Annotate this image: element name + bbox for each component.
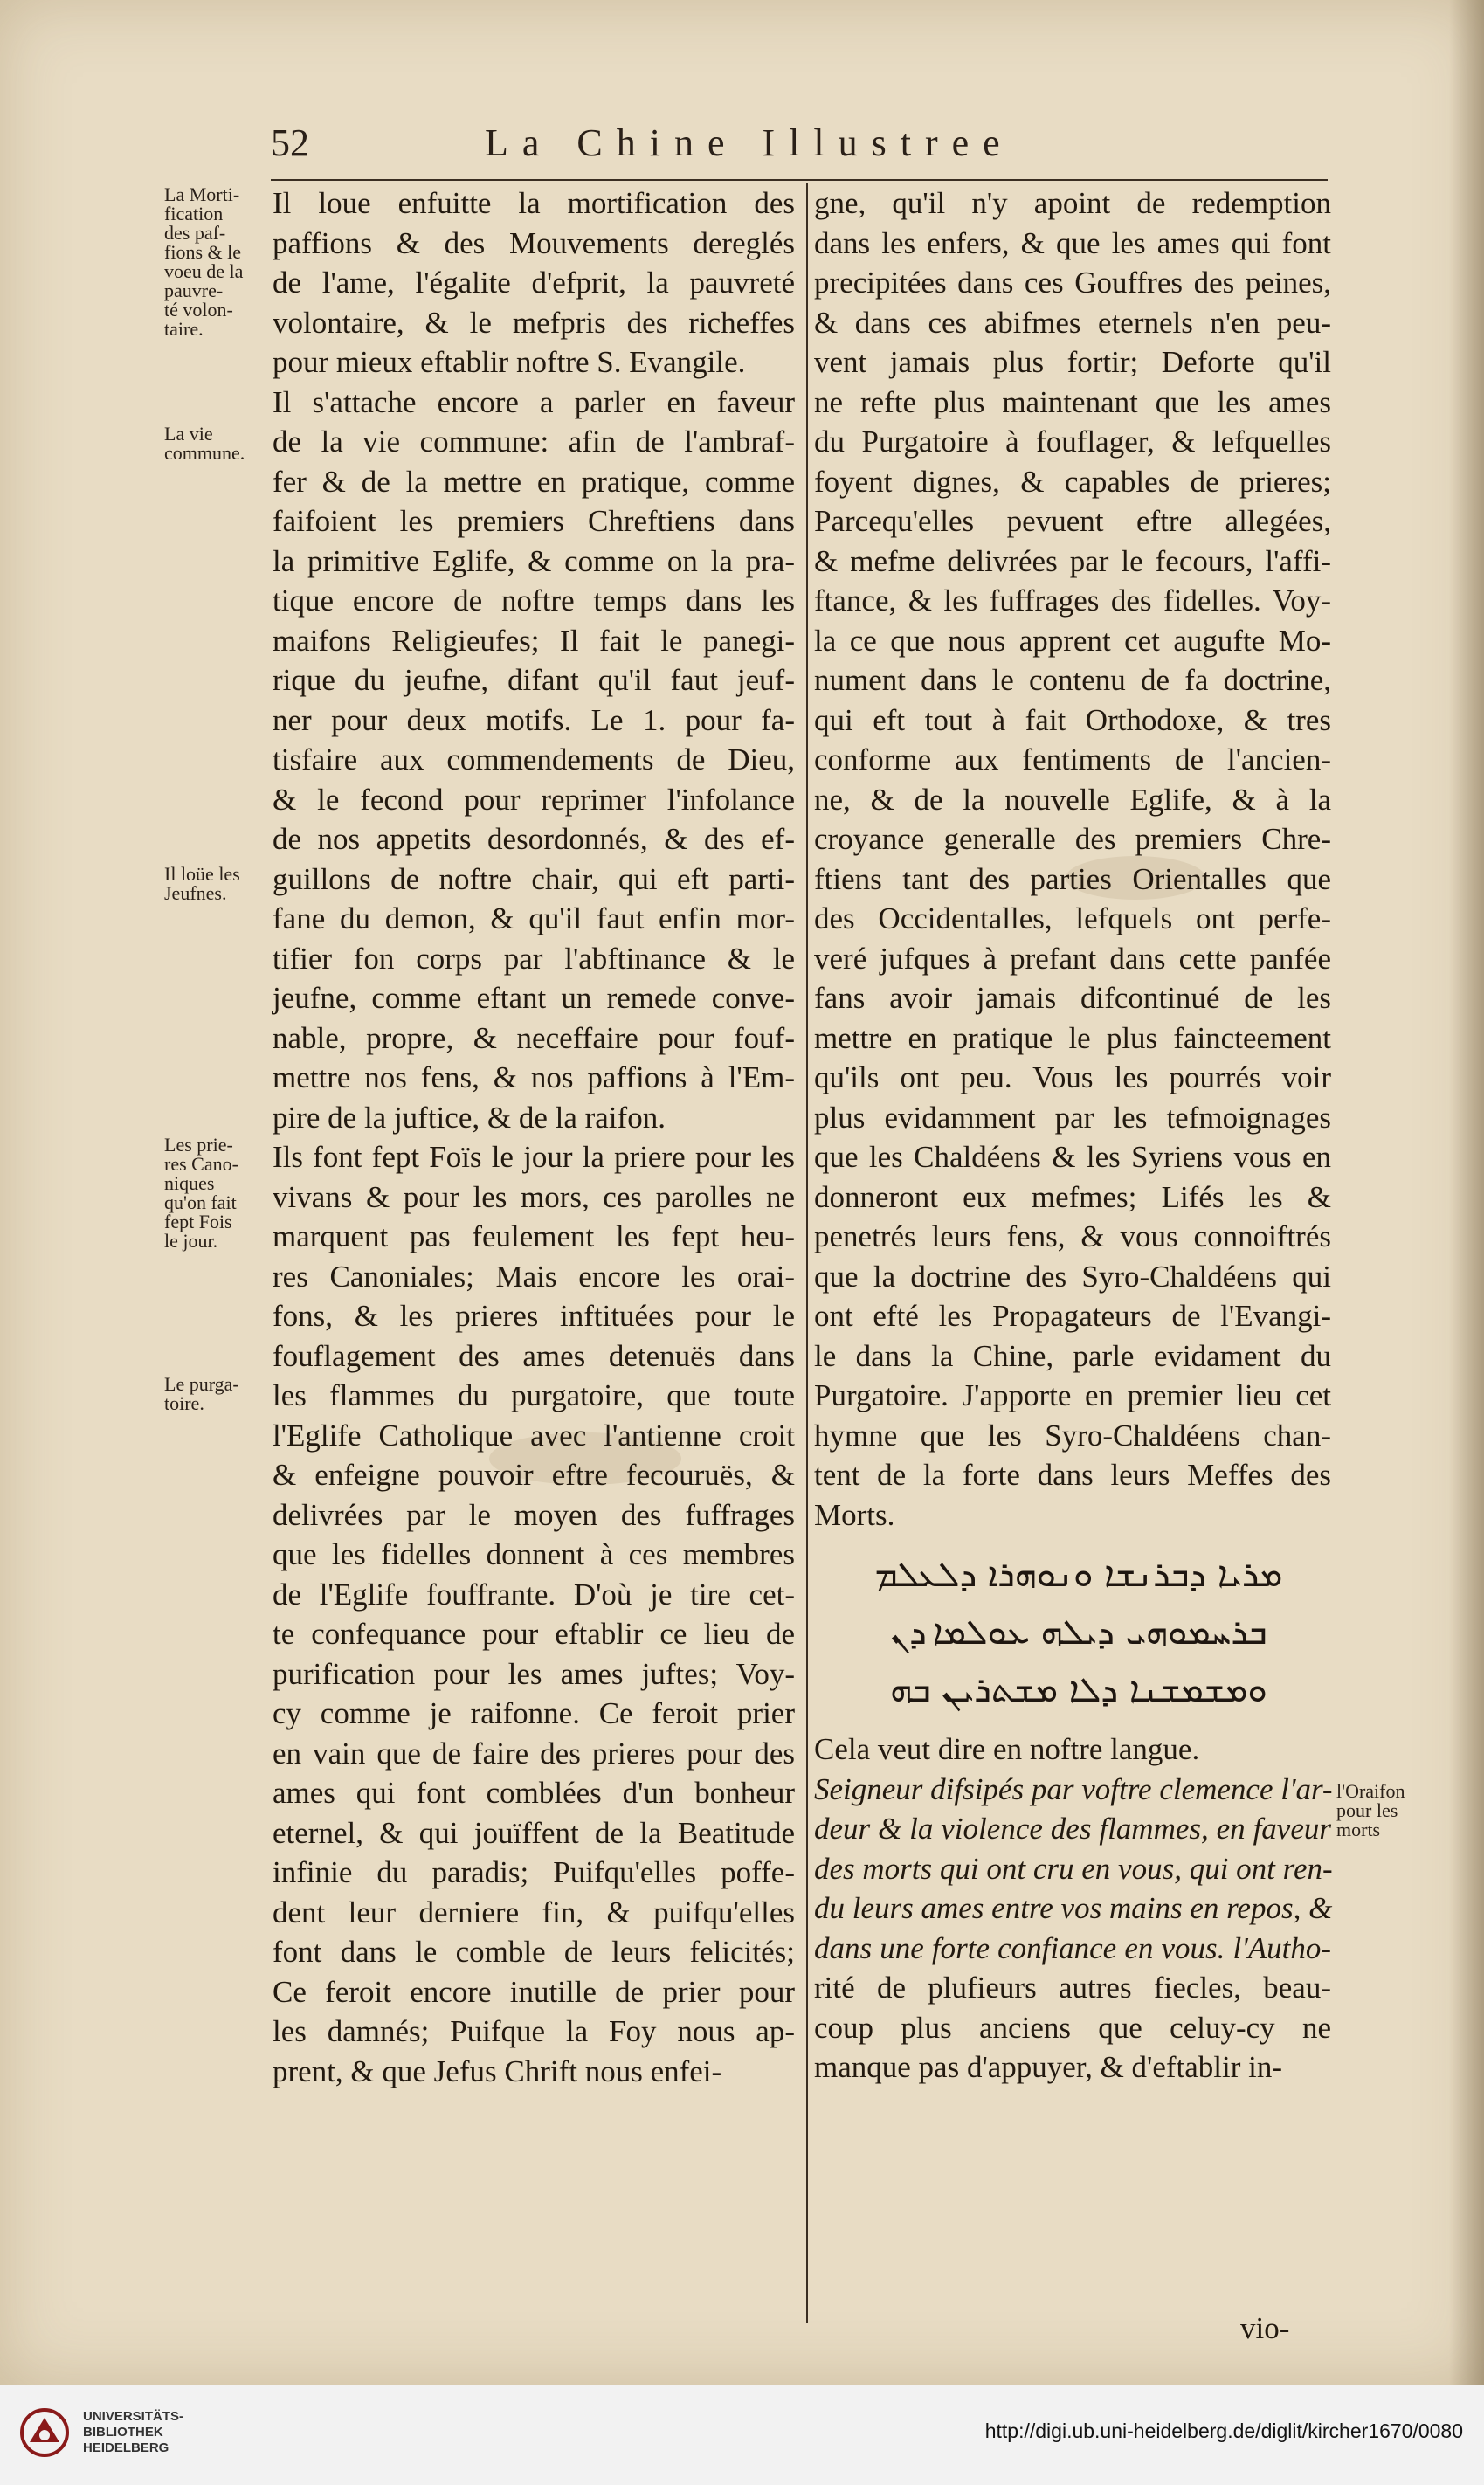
text-line: coup plus anciens que celuy-cy ne: [814, 2010, 1331, 2045]
syriac-line: ܡܪܝܐ ܕܒܪܢܫܐ ܘܢܘܗܪܐ ܕܠܥܠܡ: [874, 1555, 1283, 1595]
text-line: cy comme je raifonne. Ce feroit prier: [273, 1696, 795, 1730]
page-number: 52: [271, 121, 309, 164]
text-line: les flammes du purgatoire, que toute: [273, 1378, 795, 1412]
page-header: [271, 121, 1144, 173]
margin-note-oraison: l'Oraifon pour les morts: [1336, 1780, 1405, 1840]
text-line: tisfaire aux commendements de Dieu,: [273, 742, 795, 777]
text-line: maifons Religieufes; Il fait le panegi-: [273, 623, 795, 658]
text-line: Purgatoire. J'apporte en premier lieu cet: [814, 1378, 1331, 1412]
text-line: Ce feroit encore inutille de prier pour: [273, 1974, 795, 2009]
text-line: mettre en pratique le plus faincteement: [814, 1020, 1331, 1055]
text-line: tifier fon corps par l'abftinance & le: [273, 941, 795, 976]
text-line: la ce que nous apprent cet augufte Mo-: [814, 623, 1331, 658]
text-line: faifoient les premiers Chreftiens dans: [273, 504, 795, 538]
library-name: UNIVERSITÄTS- BIBLIOTHEK HEIDELBERG: [83, 2409, 184, 2455]
text-line: en vain que de faire des prieres pour des: [273, 1736, 795, 1771]
text-line: du leurs ames entre vos mains en repos, &: [814, 1891, 1333, 1925]
text-line: tique encore de noftre temps dans les: [273, 583, 795, 618]
text-line: que les fidelles donnent à ces membres: [273, 1537, 795, 1571]
text-line: Cela veut dire en noftre langue.: [814, 1732, 1200, 1766]
text-line: vivans & pour les mors, ces parolles ne: [273, 1179, 795, 1214]
text-line: dent leur derniere fin, & puifqu'elles: [273, 1895, 795, 1929]
text-line: Parcequ'elles pevuent eftre allegées,: [814, 504, 1331, 538]
text-line: mettre nos fens, & nos paffions à l'Em-: [273, 1060, 795, 1094]
text-line: jeufne, comme eftant un remede conve-: [273, 981, 795, 1015]
text-line: & le fecond pour reprimer l'infolance: [273, 782, 795, 817]
text-line: dans les enfers, & que les ames qui font: [814, 225, 1331, 260]
text-line: eternel, & qui jouïffent de la Beatitude: [273, 1815, 795, 1850]
text-line: precipitées dans ces Gouffres des peines,: [814, 266, 1331, 300]
margin-note-mortification: La Morti- fication des paf- fions & le voeu de la pauvre- té volon- taire.: [164, 183, 244, 340]
text-line: donneront eux mefmes; Lifés les &: [814, 1179, 1331, 1214]
text-line: Ils font fept Foïs le jour la priere pour les: [273, 1140, 795, 1174]
text-line: de l'ame, l'égalite d'efprit, la pauvreté: [273, 266, 795, 300]
syriac-line: ܒܪܚܡܘܗܝ ܕܝܠܗ ܥܘܠܡܐ ܕܢ: [890, 1612, 1267, 1653]
text-line: ftance, & les fuffrages des fidelles. Voy-: [814, 583, 1331, 618]
text-line: le dans la Chine, parle evidament du: [814, 1338, 1331, 1373]
text-line: infinie du paradis; Puifqu'elles poffe-: [273, 1855, 795, 1889]
text-line: de nos appetits desordonnés, & des ef-: [273, 822, 795, 856]
text-line: des morts qui ont cru en vous, qui ont ren-: [814, 1851, 1333, 1886]
text-line: & enfeigne pouvoir eftre fecouruës, &: [273, 1458, 795, 1492]
column-separator: [806, 183, 808, 2323]
text-line: la primitive Eglife, & comme on la pra-: [273, 543, 795, 578]
text-line: croyance generalle des premiers Chre-: [814, 822, 1331, 856]
text-line: fer & de la mettre en pratique, comme: [273, 464, 795, 499]
text-line: rité de plufieurs autres fiecles, beau-: [814, 1971, 1331, 2005]
text-line: de la vie commune: afin de l'ambraf-: [273, 425, 795, 459]
text-line: rique du jeufne, difant qu'il faut jeuf-: [273, 663, 795, 697]
text-line: & dans ces abifmes eternels n'en peu-: [814, 305, 1331, 340]
left-text-column: [273, 183, 795, 2091]
running-title: La Chine Illustree: [485, 121, 1014, 164]
text-line: gne, qu'il n'y apoint de redemption: [814, 186, 1331, 220]
text-line: plus evidamment par les tefmoignages: [814, 1100, 1331, 1135]
text-line: deur & la violence des flammes, en faveur: [814, 1812, 1331, 1846]
text-line: que la doctrine des Syro-Chaldéens qui: [814, 1259, 1331, 1294]
text-line: qui eft tout à fait Orthodoxe, & tres: [814, 702, 1331, 737]
text-line: & mefme delivrées par le fecours, l'affi-: [814, 543, 1331, 578]
text-line: paffions & des Mouvements dereglés: [273, 225, 795, 260]
catchword: vio-: [1240, 2311, 1290, 2345]
text-line: fans avoir jamais difcontinué de les: [814, 981, 1331, 1015]
text-line: manque pas d'appuyer, & d'eftablir in-: [814, 2050, 1283, 2084]
text-line: guillons de noftre chair, qui eft parti-: [273, 861, 795, 896]
text-line: marquent pas feulement les fept heu-: [273, 1219, 795, 1253]
text-line: fouflagement des ames detenuës dans: [273, 1338, 795, 1373]
text-line: prent, & que Jefus Chrift nous enfei-: [273, 2054, 722, 2088]
text-line: de l'Eglife fouffrante. D'où je tire cet-: [273, 1577, 795, 1612]
text-line: fane du demon, & qu'il faut enfin mor-: [273, 901, 795, 935]
text-line: Il loue enfuitte la mortification des: [273, 186, 795, 220]
text-line: du Purgatoire à fouflager, & lefquelles: [814, 425, 1331, 459]
text-line: l'Eglife Catholique avec l'antienne croit: [273, 1418, 795, 1453]
university-library-logo-icon: [17, 2407, 72, 2458]
text-line: volontaire, & le mefpris des richeffes: [273, 305, 795, 340]
text-line: Morts.: [814, 1497, 895, 1532]
text-line: delivrées par le moyen des fuffrages: [273, 1497, 795, 1532]
text-line: ames qui font comblées d'un bonheur: [273, 1776, 795, 1810]
text-line: ner pour deux motifs. Le 1. pour fa-: [273, 702, 795, 737]
text-line: conforme aux fentiments de l'ancien-: [814, 742, 1331, 777]
text-line: purification pour les ames juftes; Voy-: [273, 1656, 795, 1691]
margin-note-jeusnes: Il loüe les Jeufnes.: [164, 863, 240, 904]
text-line: ftiens tant des parties Orientalles que: [814, 861, 1331, 896]
text-line: hymne que les Syro-Chaldéens chan-: [814, 1418, 1331, 1453]
text-line: res Canoniales; Mais encore les orai-: [273, 1259, 795, 1294]
text-line: nable, propre, & neceffaire pour fouf-: [273, 1020, 795, 1055]
syriac-line: ܘܡܫܡܫܢܐ ܕܠܐ ܡܫܬܪܝܢ ܒܗ: [890, 1670, 1267, 1710]
margin-note-vie-commune: La vie commune.: [164, 423, 245, 464]
margin-note-purgatoire: Le purga- toire.: [164, 1373, 239, 1414]
text-line: pire de la juftice, & de la raifon.: [273, 1100, 666, 1135]
text-line: penetrés leurs fens, & vous connoiftrés: [814, 1219, 1331, 1253]
text-line: qu'ils ont peu. Vous les pourrés voir: [814, 1060, 1331, 1094]
right-text-column-top: [814, 183, 1331, 1535]
text-line: foyent dignes, & capables de prieres;: [814, 464, 1331, 499]
text-line: ne, & de la nouvelle Eglife, & à la: [814, 782, 1331, 817]
right-text-column-bottom: [814, 1729, 1331, 2088]
text-line: nument dans le contenu de fa doctrine,: [814, 663, 1331, 697]
text-line: tent de la forte dans leurs Meffes des: [814, 1458, 1331, 1492]
text-line: font dans le comble de leurs felicités;: [273, 1935, 795, 1969]
text-line: des Occidentalles, lefquels ont perfe-: [814, 901, 1331, 935]
text-line: pour mieux eftablir noftre S. Evangile.: [273, 345, 746, 379]
source-url-link[interactable]: http://digi.ub.uni-heidelberg.de/diglit/kircher1670/0080: [984, 2419, 1463, 2442]
text-line: que les Chaldéens & les Syriens vous en: [814, 1140, 1331, 1174]
text-line: Seigneur difsipés par voftre clemence l'ar-: [814, 1771, 1333, 1806]
text-line: vent jamais plus fortir; Deforte qu'il: [814, 345, 1331, 379]
text-line: Il s'attache encore a parler en faveur: [273, 384, 795, 419]
text-line: ne refte plus maintenant que les ames: [814, 384, 1331, 419]
text-line: veré jufques à prefant dans cette panfée: [814, 941, 1331, 976]
text-line: les damnés; Puifque la Foy nous ap-: [273, 2014, 795, 2048]
viewer-footer: [0, 2385, 1484, 2485]
text-line: fons, & les prieres inftituées pour le: [273, 1299, 795, 1333]
text-line: ont efté les Propagateurs de l'Evangi-: [814, 1299, 1331, 1333]
header-rule: [271, 179, 1328, 181]
text-line: dans une forte confiance en vous. l'Autho-: [814, 1930, 1331, 1965]
text-line: te confequance pour eftablir ce lieu de: [273, 1617, 795, 1651]
margin-note-prieres: Les prie- res Cano- niques qu'on fait fept Fois le jour.: [164, 1134, 238, 1252]
